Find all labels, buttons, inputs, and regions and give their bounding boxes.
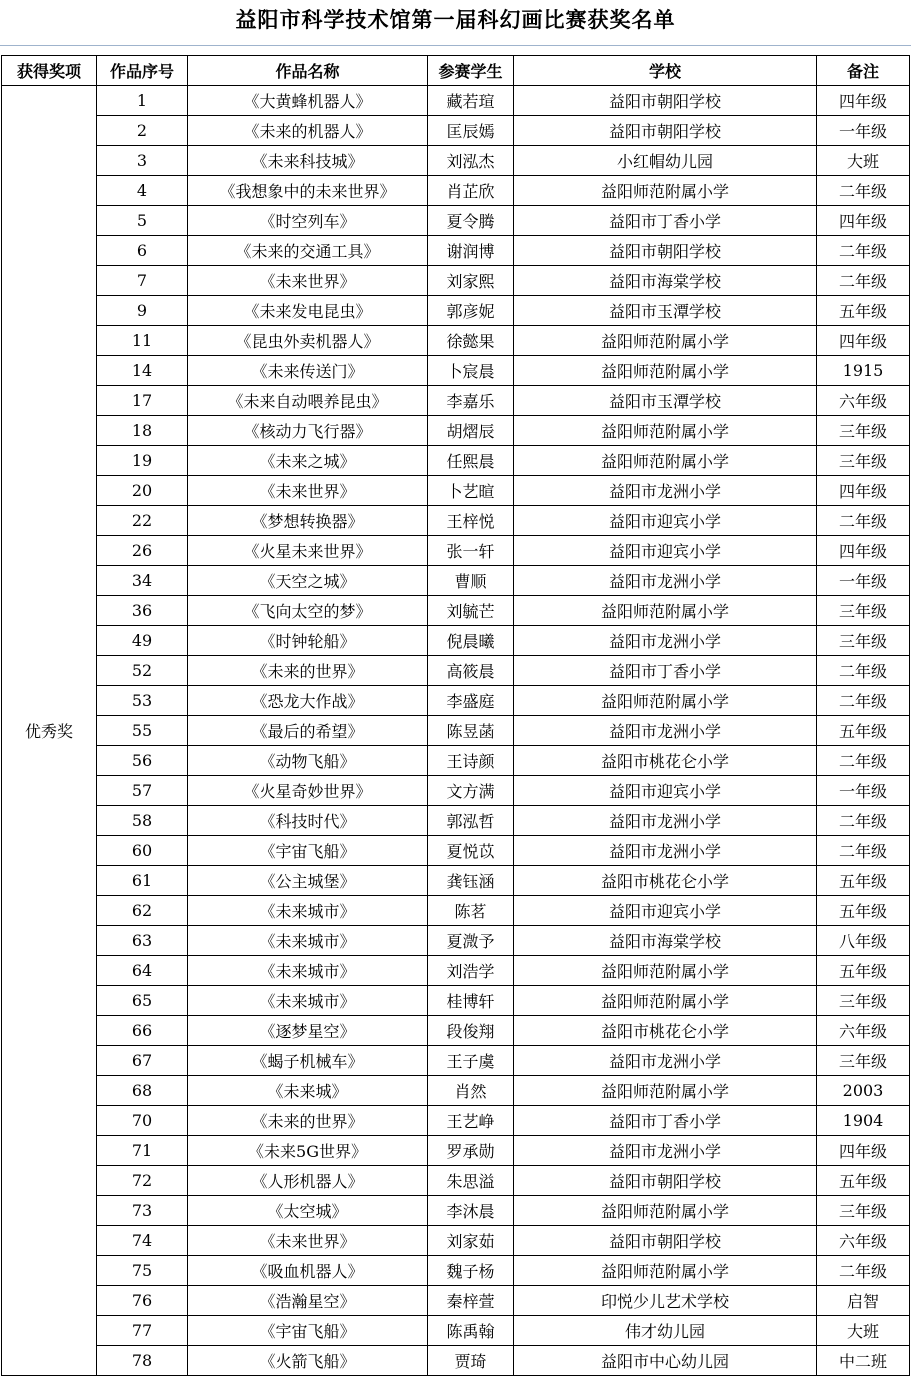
cell-work-title: 《宇宙飞船》 [188,836,428,866]
cell-number: 18 [97,416,188,446]
table-row [2,956,910,986]
cell-student: 段俊翔 [428,1016,514,1046]
cell-work-title: 《未来世界》 [188,476,428,506]
cell-number: 2 [97,116,188,146]
cell-note: 四年级 [817,1136,910,1166]
table-row [2,656,910,686]
cell-school: 益阳市龙洲小学 [514,626,817,656]
cell-student: 朱思溢 [428,1166,514,1196]
cell-work-title: 《吸血机器人》 [188,1256,428,1286]
cell-school: 益阳市龙洲小学 [514,806,817,836]
header-award: 获得奖项 [2,56,97,86]
table-row [2,896,910,926]
cell-work-title: 《动物飞船》 [188,746,428,776]
cell-student: 夏悦苡 [428,836,514,866]
cell-student: 李盛庭 [428,686,514,716]
cell-school: 益阳师范附属小学 [514,686,817,716]
table-row [2,1076,910,1106]
cell-work-title: 《人形机器人》 [188,1166,428,1196]
cell-note: 五年级 [817,296,910,326]
cell-number: 53 [97,686,188,716]
cell-number: 68 [97,1076,188,1106]
cell-number: 22 [97,506,188,536]
cell-student: 郭彦妮 [428,296,514,326]
cell-number: 71 [97,1136,188,1166]
cell-work-title: 《未来自动喂养昆虫》 [188,386,428,416]
cell-number: 77 [97,1316,188,1346]
cell-number: 55 [97,716,188,746]
table-row [2,536,910,566]
cell-work-title: 《浩瀚星空》 [188,1286,428,1316]
cell-work-title: 《未来的交通工具》 [188,236,428,266]
cell-note: 1904 [817,1106,910,1136]
table-row [2,296,910,326]
cell-note: 三年级 [817,596,910,626]
cell-work-title: 《天空之城》 [188,566,428,596]
cell-school: 益阳市朝阳学校 [514,236,817,266]
cell-work-title: 《未来之城》 [188,446,428,476]
table-row [2,1196,910,1226]
cell-work-title: 《火星奇妙世界》 [188,776,428,806]
table-row [2,86,910,116]
cell-school: 益阳师范附属小学 [514,356,817,386]
table-body [2,86,910,1376]
cell-work-title: 《大黄蜂机器人》 [188,86,428,116]
table-row [2,836,910,866]
table-row [2,206,910,236]
cell-student: 贾琦 [428,1346,514,1376]
cell-number: 5 [97,206,188,236]
cell-number: 70 [97,1106,188,1136]
cell-note: 五年级 [817,866,910,896]
cell-student: 龚钰涵 [428,866,514,896]
cell-work-title: 《未来发电昆虫》 [188,296,428,326]
cell-number: 60 [97,836,188,866]
cell-work-title: 《飞向太空的梦》 [188,596,428,626]
table-row [2,146,910,176]
cell-work-title: 《未来的世界》 [188,656,428,686]
cell-school: 益阳市迎宾小学 [514,506,817,536]
cell-school: 益阳市桃花仑小学 [514,1016,817,1046]
cell-note: 中二班 [817,1346,910,1376]
cell-number: 14 [97,356,188,386]
cell-student: 秦梓萱 [428,1286,514,1316]
table-row [2,686,910,716]
cell-work-title: 《时空列车》 [188,206,428,236]
table-row [2,506,910,536]
table-row [2,1106,910,1136]
table-row [2,1046,910,1076]
cell-work-title: 《宇宙飞船》 [188,1316,428,1346]
cell-school: 印悦少儿艺术学校 [514,1286,817,1316]
cell-work-title: 《未来世界》 [188,266,428,296]
cell-school: 益阳市龙洲小学 [514,836,817,866]
cell-number: 78 [97,1346,188,1376]
cell-student: 任熙晨 [428,446,514,476]
cell-student: 陈昱菡 [428,716,514,746]
cell-note: 三年级 [817,1046,910,1076]
cell-number: 19 [97,446,188,476]
cell-note: 1915 [817,356,910,386]
cell-note: 一年级 [817,566,910,596]
cell-student: 卜艺暄 [428,476,514,506]
cell-number: 72 [97,1166,188,1196]
cell-note: 二年级 [817,506,910,536]
cell-work-title: 《逐梦星空》 [188,1016,428,1046]
cell-work-title: 《未来城市》 [188,986,428,1016]
cell-student: 王子虞 [428,1046,514,1076]
table-row [2,416,910,446]
cell-note: 三年级 [817,1196,910,1226]
header-note: 备注 [817,56,910,86]
cell-work-title: 《恐龙大作战》 [188,686,428,716]
cell-student: 李嘉乐 [428,386,514,416]
cell-note: 六年级 [817,386,910,416]
table-row [2,596,910,626]
cell-school: 益阳市迎宾小学 [514,776,817,806]
cell-school: 益阳市朝阳学校 [514,116,817,146]
cell-note: 六年级 [817,1226,910,1256]
header-work-title: 作品名称 [188,56,428,86]
cell-number: 1 [97,86,188,116]
cell-note: 四年级 [817,206,910,236]
cell-school: 益阳市玉潭学校 [514,296,817,326]
cell-student: 肖芷欣 [428,176,514,206]
table-row [2,1316,910,1346]
cell-student: 高筱晨 [428,656,514,686]
cell-number: 73 [97,1196,188,1226]
cell-work-title: 《未来世界》 [188,1226,428,1256]
cell-student: 王诗颜 [428,746,514,776]
cell-note: 一年级 [817,116,910,146]
cell-school: 益阳师范附属小学 [514,1076,817,1106]
cell-school: 益阳市海棠学校 [514,266,817,296]
cell-school: 益阳师范附属小学 [514,176,817,206]
cell-note: 六年级 [817,1016,910,1046]
cell-number: 7 [97,266,188,296]
cell-school: 益阳师范附属小学 [514,596,817,626]
cell-school: 益阳市朝阳学校 [514,1226,817,1256]
cell-work-title: 《科技时代》 [188,806,428,836]
cell-work-title: 《时钟轮船》 [188,626,428,656]
cell-work-title: 《昆虫外卖机器人》 [188,326,428,356]
cell-work-title: 《梦想转换器》 [188,506,428,536]
cell-number: 49 [97,626,188,656]
cell-note: 二年级 [817,1256,910,1286]
cell-number: 58 [97,806,188,836]
cell-number: 63 [97,926,188,956]
table-row [2,446,910,476]
cell-number: 67 [97,1046,188,1076]
page-title: 益阳市科学技术馆第一届科幻画比赛获奖名单 [235,8,676,32]
cell-student: 肖然 [428,1076,514,1106]
cell-number: 4 [97,176,188,206]
cell-number: 34 [97,566,188,596]
table-header-row [2,56,910,86]
cell-school: 益阳师范附属小学 [514,1256,817,1286]
cell-note: 五年级 [817,896,910,926]
cell-note: 大班 [817,146,910,176]
cell-number: 75 [97,1256,188,1286]
cell-student: 郭泓哲 [428,806,514,836]
cell-number: 9 [97,296,188,326]
table-row [2,1286,910,1316]
cell-work-title: 《未来的世界》 [188,1106,428,1136]
cell-student: 罗承勋 [428,1136,514,1166]
table-row [2,236,910,266]
table-row [2,176,910,206]
cell-student: 卜宸晨 [428,356,514,386]
cell-note: 三年级 [817,416,910,446]
cell-note: 四年级 [817,86,910,116]
cell-note: 启智 [817,1286,910,1316]
cell-school: 益阳市迎宾小学 [514,896,817,926]
table-row [2,476,910,506]
cell-note: 二年级 [817,836,910,866]
cell-note: 四年级 [817,326,910,356]
cell-note: 二年级 [817,746,910,776]
cell-school: 益阳师范附属小学 [514,986,817,1016]
cell-work-title: 《蝎子机械车》 [188,1046,428,1076]
table-row [2,626,910,656]
cell-note: 二年级 [817,266,910,296]
cell-student: 胡熠辰 [428,416,514,446]
cell-number: 3 [97,146,188,176]
table-row [2,266,910,296]
title-divider [0,45,911,46]
cell-school: 益阳市中心幼儿园 [514,1346,817,1376]
cell-school: 益阳市朝阳学校 [514,86,817,116]
cell-school: 益阳市丁香小学 [514,206,817,236]
cell-note: 五年级 [817,716,910,746]
cell-note: 五年级 [817,956,910,986]
table-row [2,326,910,356]
cell-work-title: 《未来科技城》 [188,146,428,176]
header-school: 学校 [514,56,817,86]
cell-student: 倪晨曦 [428,626,514,656]
cell-number: 62 [97,896,188,926]
cell-school: 益阳市桃花仑小学 [514,746,817,776]
cell-note: 四年级 [817,476,910,506]
cell-school: 益阳市桃花仑小学 [514,866,817,896]
cell-school: 益阳市迎宾小学 [514,536,817,566]
table-row [2,566,910,596]
cell-school: 益阳市龙洲小学 [514,1136,817,1166]
cell-student: 匡辰嫣 [428,116,514,146]
cell-note: 三年级 [817,446,910,476]
cell-work-title: 《未来的机器人》 [188,116,428,146]
cell-number: 74 [97,1226,188,1256]
cell-school: 益阳市玉潭学校 [514,386,817,416]
cell-student: 王梓悦 [428,506,514,536]
cell-school: 益阳师范附属小学 [514,956,817,986]
cell-student: 曹顺 [428,566,514,596]
cell-number: 20 [97,476,188,506]
cell-work-title: 《火星未来世界》 [188,536,428,566]
cell-school: 益阳市丁香小学 [514,1106,817,1136]
cell-school: 益阳市龙洲小学 [514,566,817,596]
cell-number: 76 [97,1286,188,1316]
cell-note: 四年级 [817,536,910,566]
cell-work-title: 《我想象中的未来世界》 [188,176,428,206]
cell-student: 谢润博 [428,236,514,266]
award-table [1,55,910,1376]
cell-work-title: 《未来城》 [188,1076,428,1106]
cell-student: 刘家熙 [428,266,514,296]
header-student: 参赛学生 [428,56,514,86]
table-row [2,386,910,416]
cell-number: 52 [97,656,188,686]
table-row [2,1166,910,1196]
cell-number: 66 [97,1016,188,1046]
cell-school: 益阳师范附属小学 [514,326,817,356]
cell-work-title: 《未来城市》 [188,896,428,926]
cell-note: 三年级 [817,986,910,1016]
cell-school: 益阳师范附属小学 [514,446,817,476]
cell-work-title: 《火箭飞船》 [188,1346,428,1376]
cell-note: 二年级 [817,686,910,716]
cell-student: 文方满 [428,776,514,806]
cell-student: 刘浩学 [428,956,514,986]
cell-number: 57 [97,776,188,806]
cell-number: 64 [97,956,188,986]
cell-school: 伟才幼儿园 [514,1316,817,1346]
cell-note: 三年级 [817,626,910,656]
cell-note: 五年级 [817,1166,910,1196]
cell-student: 魏子杨 [428,1256,514,1286]
cell-number: 61 [97,866,188,896]
cell-student: 陈禹翰 [428,1316,514,1346]
cell-note: 大班 [817,1316,910,1346]
cell-award: 优秀奖 [2,86,97,1376]
cell-work-title: 《未来城市》 [188,926,428,956]
cell-note: 二年级 [817,806,910,836]
cell-number: 11 [97,326,188,356]
cell-work-title: 《未来城市》 [188,956,428,986]
cell-student: 张一轩 [428,536,514,566]
cell-work-title: 《未来5G世界》 [188,1136,428,1166]
cell-student: 夏溦予 [428,926,514,956]
cell-note: 二年级 [817,656,910,686]
cell-number: 36 [97,596,188,626]
cell-school: 益阳市朝阳学校 [514,1166,817,1196]
cell-number: 26 [97,536,188,566]
table-row [2,986,910,1016]
table-row [2,866,910,896]
cell-school: 益阳市龙洲小学 [514,1046,817,1076]
cell-student: 李沐晨 [428,1196,514,1226]
cell-student: 徐懿果 [428,326,514,356]
cell-school: 益阳市龙洲小学 [514,476,817,506]
cell-note: 一年级 [817,776,910,806]
table-row [2,1256,910,1286]
cell-school: 益阳市丁香小学 [514,656,817,686]
cell-note: 八年级 [817,926,910,956]
cell-school: 益阳师范附属小学 [514,416,817,446]
table-row [2,926,910,956]
table-row [2,356,910,386]
cell-student: 王艺峥 [428,1106,514,1136]
table-row [2,806,910,836]
cell-number: 17 [97,386,188,416]
cell-school: 益阳市龙洲小学 [514,716,817,746]
table-row [2,1016,910,1046]
cell-number: 56 [97,746,188,776]
cell-number: 65 [97,986,188,1016]
cell-school: 小红帽幼儿园 [514,146,817,176]
cell-student: 夏令腾 [428,206,514,236]
table-row [2,716,910,746]
table-row [2,746,910,776]
cell-work-title: 《未来传送门》 [188,356,428,386]
cell-student: 刘家茹 [428,1226,514,1256]
cell-student: 桂博轩 [428,986,514,1016]
cell-note: 2003 [817,1076,910,1106]
header-number: 作品序号 [97,56,188,86]
table-row [2,1226,910,1256]
table-row [2,1136,910,1166]
cell-note: 二年级 [817,176,910,206]
cell-student: 刘毓芒 [428,596,514,626]
cell-student: 陈茗 [428,896,514,926]
cell-work-title: 《公主城堡》 [188,866,428,896]
table-row [2,776,910,806]
cell-school: 益阳师范附属小学 [514,1196,817,1226]
cell-student: 刘泓杰 [428,146,514,176]
cell-school: 益阳市海棠学校 [514,926,817,956]
cell-work-title: 《太空城》 [188,1196,428,1226]
cell-note: 二年级 [817,236,910,266]
table-row [2,1346,910,1376]
cell-work-title: 《最后的希望》 [188,716,428,746]
cell-student: 藏若瑄 [428,86,514,116]
cell-number: 6 [97,236,188,266]
table-row [2,116,910,146]
cell-work-title: 《核动力飞行器》 [188,416,428,446]
